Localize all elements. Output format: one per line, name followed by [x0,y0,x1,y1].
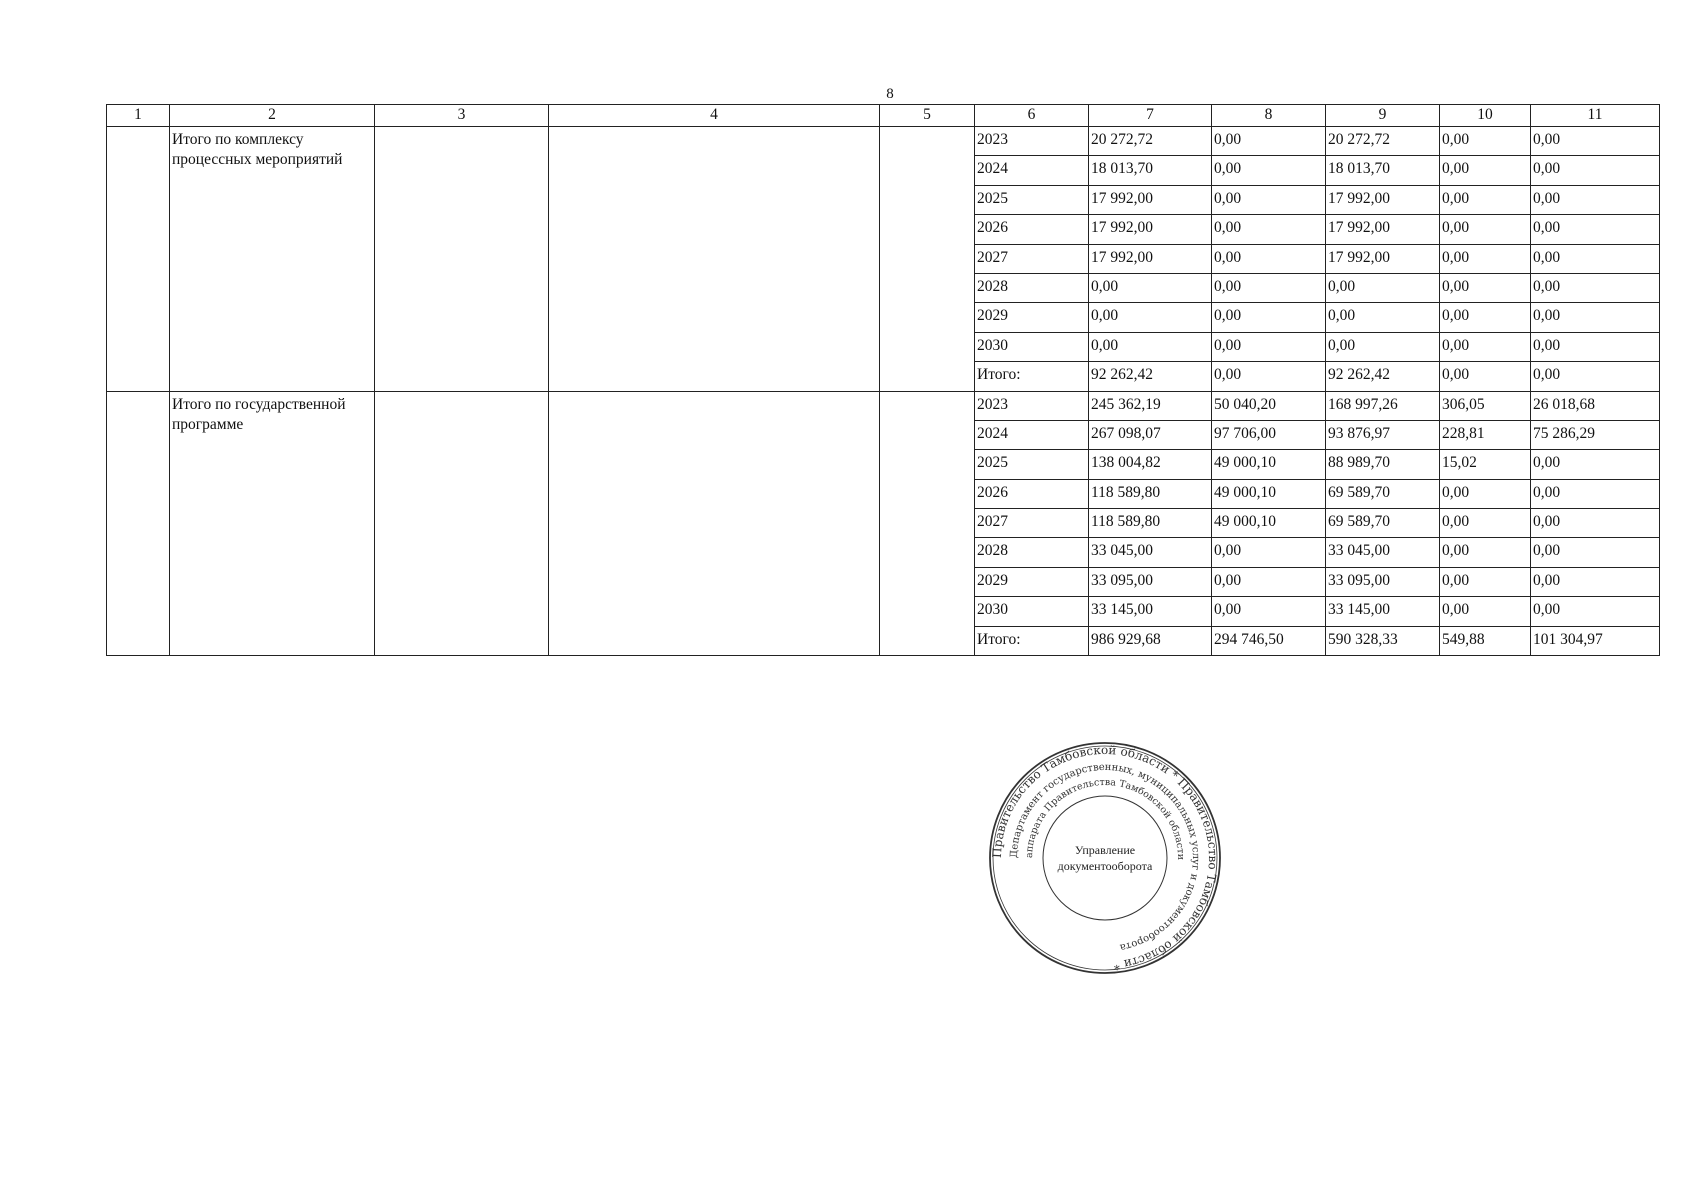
value-cell: 0,00 [1531,538,1660,567]
value-cell: 0,00 [1440,273,1531,302]
value-cell: 0,00 [1212,538,1326,567]
value-cell: 0,00 [1531,273,1660,302]
value-cell: 0,00 [1531,156,1660,185]
stamp-outer-text: Правительство Тамбовской области * Правительство Тамбовской области * [989,742,1221,973]
value-cell: 20 272,72 [1089,127,1212,156]
column-3-cell [375,127,549,392]
value-cell: 18 013,70 [1326,156,1440,185]
value-cell: 0,00 [1089,273,1212,302]
value-cell: 17 992,00 [1089,215,1212,244]
value-cell: 20 272,72 [1326,127,1440,156]
year-cell: 2023 [975,391,1089,420]
value-cell: 267 098,07 [1089,420,1212,449]
value-cell: 33 045,00 [1326,538,1440,567]
value-cell: 0,00 [1212,597,1326,626]
value-cell: 294 746,50 [1212,626,1326,655]
value-cell: 33 095,00 [1326,567,1440,596]
column-4-cell [549,127,880,392]
value-cell: 0,00 [1212,215,1326,244]
year-cell: 2028 [975,273,1089,302]
value-cell: 0,00 [1212,127,1326,156]
value-cell: 0,00 [1212,273,1326,302]
value-cell: 0,00 [1212,156,1326,185]
value-cell: 0,00 [1326,303,1440,332]
year-cell: 2023 [975,127,1089,156]
value-cell: 97 706,00 [1212,420,1326,449]
year-cell: 2029 [975,567,1089,596]
value-cell: 17 992,00 [1326,244,1440,273]
column-header: 1 [107,105,170,127]
value-cell: 49 000,10 [1212,479,1326,508]
value-cell: 0,00 [1531,597,1660,626]
year-cell: 2026 [975,479,1089,508]
value-cell: 50 040,20 [1212,391,1326,420]
year-cell: 2028 [975,538,1089,567]
value-cell: 118 589,80 [1089,479,1212,508]
value-cell: 49 000,10 [1212,450,1326,479]
value-cell: 138 004,82 [1089,450,1212,479]
page-number: 8 [886,86,894,102]
header-row [107,105,1660,127]
value-cell: 17 992,00 [1326,185,1440,214]
value-cell: 0,00 [1089,303,1212,332]
value-cell: 228,81 [1440,420,1531,449]
value-cell: 0,00 [1531,509,1660,538]
value-cell: 49 000,10 [1212,509,1326,538]
column-header: 4 [549,105,880,127]
table-row [107,127,1660,156]
value-cell: 0,00 [1531,303,1660,332]
value-cell: 0,00 [1212,303,1326,332]
year-cell: 2029 [975,303,1089,332]
group-label-cell: Итого по комплексу процессных мероприятий [170,127,375,392]
column-5-cell [880,127,975,392]
stamp-inner-ring [1043,796,1167,920]
value-cell: 0,00 [1531,567,1660,596]
value-cell: 0,00 [1531,127,1660,156]
year-cell: Итого: [975,362,1089,391]
value-cell: 168 997,26 [1326,391,1440,420]
value-cell: 0,00 [1440,538,1531,567]
stamp-inner-text: аппарата Правительства Тамбовской области [1023,776,1187,861]
department-stamp [987,740,1223,976]
column-header: 8 [1212,105,1326,127]
column-header: 6 [975,105,1089,127]
group-number-cell [107,127,170,392]
year-cell: 2026 [975,215,1089,244]
stamp-center-line2: документооборота [1057,859,1153,873]
value-cell: 0,00 [1212,244,1326,273]
group-label-cell: Итого по государственной программе [170,391,375,656]
value-cell: 0,00 [1440,332,1531,361]
value-cell: 0,00 [1531,362,1660,391]
value-cell: 75 286,29 [1531,420,1660,449]
column-header: 7 [1089,105,1212,127]
value-cell: 245 362,19 [1089,391,1212,420]
column-5-cell [880,391,975,656]
column-header: 3 [375,105,549,127]
year-cell: 2025 [975,185,1089,214]
value-cell: 15,02 [1440,450,1531,479]
value-cell: 590 328,33 [1326,626,1440,655]
value-cell: 0,00 [1089,332,1212,361]
value-cell: 26 018,68 [1531,391,1660,420]
year-cell: 2027 [975,244,1089,273]
value-cell: 101 304,97 [1531,626,1660,655]
value-cell: 306,05 [1440,391,1531,420]
value-cell: 93 876,97 [1326,420,1440,449]
value-cell: 17 992,00 [1326,215,1440,244]
stamp-center-line1: Управление [1074,843,1136,857]
year-cell: 2024 [975,156,1089,185]
value-cell: 92 262,42 [1326,362,1440,391]
column-header: 5 [880,105,975,127]
value-cell: 0,00 [1531,450,1660,479]
value-cell: 69 589,70 [1326,509,1440,538]
value-cell: 92 262,42 [1089,362,1212,391]
value-cell: 986 929,68 [1089,626,1212,655]
value-cell: 0,00 [1531,215,1660,244]
value-cell: 0,00 [1440,244,1531,273]
value-cell: 18 013,70 [1089,156,1212,185]
value-cell: 0,00 [1440,127,1531,156]
year-cell: 2025 [975,450,1089,479]
value-cell: 0,00 [1440,597,1531,626]
value-cell: 0,00 [1440,156,1531,185]
value-cell: 0,00 [1440,303,1531,332]
table-row [107,391,1660,420]
value-cell: 0,00 [1531,332,1660,361]
year-cell: Итого: [975,626,1089,655]
value-cell: 549,88 [1440,626,1531,655]
column-header: 10 [1440,105,1531,127]
value-cell: 0,00 [1212,362,1326,391]
value-cell: 0,00 [1440,479,1531,508]
year-cell: 2024 [975,420,1089,449]
year-cell: 2027 [975,509,1089,538]
value-cell: 33 145,00 [1326,597,1440,626]
year-cell: 2030 [975,332,1089,361]
value-cell: 0,00 [1212,332,1326,361]
value-cell: 0,00 [1440,509,1531,538]
value-cell: 0,00 [1440,362,1531,391]
value-cell: 17 992,00 [1089,244,1212,273]
year-cell: 2030 [975,597,1089,626]
value-cell: 0,00 [1440,215,1531,244]
value-cell: 0,00 [1531,479,1660,508]
value-cell: 0,00 [1531,185,1660,214]
value-cell: 33 095,00 [1089,567,1212,596]
value-cell: 33 045,00 [1089,538,1212,567]
column-4-cell [549,391,880,656]
value-cell: 0,00 [1440,567,1531,596]
value-cell: 33 145,00 [1089,597,1212,626]
value-cell: 0,00 [1326,332,1440,361]
column-3-cell [375,391,549,656]
value-cell: 0,00 [1212,567,1326,596]
financing-table [106,104,1660,656]
value-cell: 0,00 [1531,244,1660,273]
column-header: 9 [1326,105,1440,127]
value-cell: 17 992,00 [1089,185,1212,214]
value-cell: 0,00 [1440,185,1531,214]
value-cell: 0,00 [1326,273,1440,302]
column-header: 2 [170,105,375,127]
value-cell: 118 589,80 [1089,509,1212,538]
column-header: 11 [1531,105,1660,127]
value-cell: 0,00 [1212,185,1326,214]
value-cell: 88 989,70 [1326,450,1440,479]
stamp-middle-text: Департамент государственных, муниципальных услуг и документооборота [1008,761,1202,953]
group-number-cell [107,391,170,656]
value-cell: 69 589,70 [1326,479,1440,508]
